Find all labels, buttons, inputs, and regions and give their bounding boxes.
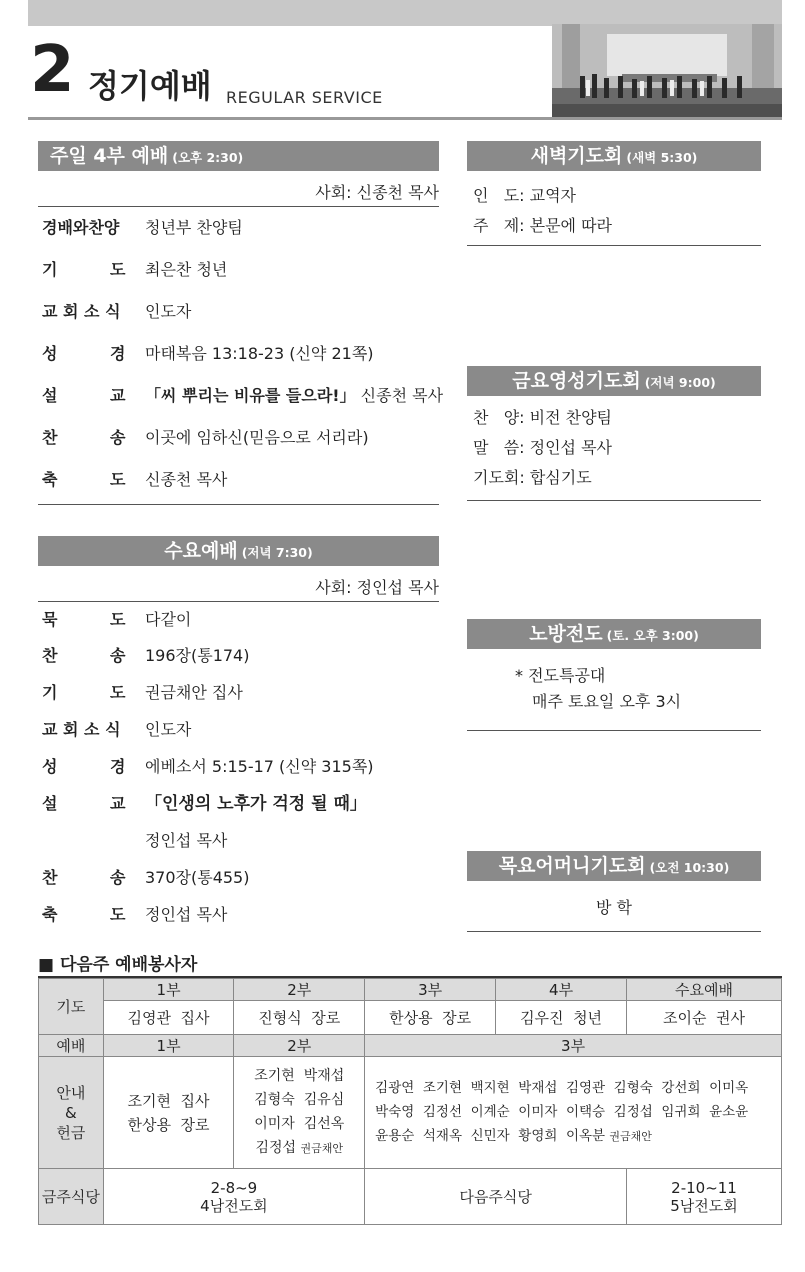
worship-label: 예배 [39, 1035, 104, 1057]
program-label: 기 [42, 683, 58, 702]
meal-group: 4남전도회 [200, 1196, 268, 1215]
sunday-service-header [38, 141, 439, 171]
friday-prayer-title: 금요영성기도회 [512, 370, 641, 392]
program-label: 교 회 소 식 [42, 302, 121, 321]
program-value: 인도자 [145, 302, 192, 321]
worship-stage-photo [552, 24, 782, 118]
program-label: 설 [42, 386, 58, 405]
dawn-prayer-header [467, 141, 761, 171]
usher-group-1 [103, 1057, 234, 1169]
wednesday-service-title: 수요예배 [164, 540, 238, 562]
divider [38, 601, 439, 602]
worship-head: 1부 [103, 1035, 234, 1057]
servers-table [38, 978, 782, 1225]
meal-group: 5남전도회 [670, 1196, 738, 1215]
usher-names-line: 윤용순 석재옥 신민자 황영희 이옥분 [375, 1128, 606, 1144]
prayer-name: 조이순 권사 [627, 1001, 782, 1035]
meal-date: 2-8~9 [210, 1178, 258, 1197]
program-value: 다같이 [145, 610, 192, 629]
sermon-title: 「씨 뿌리는 비유를 들으라!」 [145, 386, 356, 405]
program-label: 축 [42, 470, 58, 489]
usher-label-line: & [65, 1103, 77, 1122]
program-label: 찬 [42, 868, 58, 887]
section-title: 정기예배 [88, 67, 212, 105]
wednesday-service-header [38, 536, 439, 566]
street-evangelism-time: (토. 오후 3:00) [606, 628, 699, 643]
thursday-prayer-time: (오전 10:30) [649, 860, 730, 875]
prayer-name: 김영관 집사 [103, 1001, 234, 1035]
street-schedule: 매주 토요일 오후 3시 [532, 692, 682, 711]
friday-prayer-header [467, 366, 761, 396]
usher-name: 한상용 장로 [127, 1115, 210, 1134]
prayer-name: 김우진 청년 [496, 1001, 627, 1035]
program-value: 권금채안 집사 [145, 683, 243, 702]
program-value: 청년부 찬양팀 [145, 218, 243, 237]
usher-label [39, 1057, 104, 1169]
sunday-service-time: (오후 2:30) [172, 150, 244, 165]
usher-name-small: 권금채안 [300, 1142, 344, 1155]
divider [467, 931, 761, 932]
program-label: 설 [42, 794, 58, 813]
wednesday-service-time: (저녁 7:30) [241, 545, 313, 560]
program-label: 찬 [42, 428, 58, 447]
photo-illustration [552, 24, 782, 118]
usher-name: 조기현 박재섭 [254, 1068, 345, 1084]
program-label-end: 도 [110, 683, 126, 702]
divider [467, 500, 761, 501]
program-label: 성 [42, 344, 58, 363]
program-label: 기 [42, 260, 58, 279]
program-value: 인도자 [145, 720, 192, 739]
meal-date: 2-10~11 [671, 1178, 737, 1197]
prayer-head: 3부 [365, 979, 496, 1001]
divider [467, 730, 761, 731]
section-title-english: REGULAR SERVICE [226, 88, 383, 107]
program-label-end: 송 [110, 428, 126, 447]
sermon-preacher: 정인섭 목사 [145, 831, 228, 850]
prayer-head: 4부 [496, 979, 627, 1001]
usher-label-line: 안내 [56, 1083, 86, 1102]
program-value: 정인섭 목사 [145, 905, 228, 924]
prayer-head: 2부 [234, 979, 365, 1001]
program-label-end: 교 [110, 794, 126, 813]
usher-name-small: 권금채안 [609, 1130, 652, 1143]
sunday-host: 사회: 신종천 목사 [315, 183, 439, 202]
program-label: 교 회 소 식 [42, 720, 121, 739]
program-value: 370장(통455) [145, 868, 250, 887]
program-label-end: 도 [110, 610, 126, 629]
thursday-prayer-header [467, 851, 761, 881]
program-label: 찬 [42, 646, 58, 665]
program-label: 경배와찬양 [42, 218, 120, 237]
divider [38, 206, 439, 207]
section-number: 2 [30, 33, 75, 107]
usher-names-line: 박숙영 김정선 이계순 이미자 이택승 김정섭 임귀희 윤소윤 [375, 1104, 749, 1120]
program-value: 에베소서 5:15-17 (신약 315쪽) [145, 757, 374, 776]
program-value: 196장(통174) [145, 646, 250, 665]
dawn-leader: 인 도: 교역자 [473, 186, 577, 205]
top-bar [28, 0, 782, 26]
section-divider [28, 117, 782, 120]
usher-name: 김정섭 [255, 1140, 297, 1156]
sermon-preacher: 신종천 목사 [355, 386, 444, 405]
street-team: * 전도특공대 [515, 666, 606, 685]
friday-praise: 찬 양: 비전 찬양팀 [473, 408, 613, 427]
usher-name: 김형숙 김유심 [254, 1092, 345, 1108]
program-label-end: 도 [110, 905, 126, 924]
usher-group-3 [365, 1057, 782, 1169]
program-label-end: 송 [110, 868, 126, 887]
program-value: 마태복음 13:18-23 (신약 21쪽) [145, 344, 374, 363]
usher-name: 이미자 김선옥 [254, 1116, 345, 1132]
program-label: 묵 [42, 610, 58, 629]
program-label: 성 [42, 757, 58, 776]
program-label-end: 송 [110, 646, 126, 665]
meal-next-label: 다음주식당 [365, 1169, 627, 1225]
program-value: 최은찬 청년 [145, 260, 228, 279]
worship-head: 3부 [365, 1035, 782, 1057]
prayer-label: 기도 [39, 979, 104, 1035]
sermon-title: 「인생의 노후가 걱정 될 때」 [145, 794, 367, 814]
prayer-head: 1부 [103, 979, 234, 1001]
meal-label: 금주식당 [39, 1169, 104, 1225]
worship-head: 2부 [234, 1035, 365, 1057]
meal-this-week [103, 1169, 364, 1225]
usher-name: 조기현 집사 [127, 1091, 210, 1110]
dawn-prayer-title: 새벽기도회 [530, 145, 623, 167]
divider [467, 245, 761, 246]
program-label-end: 경 [110, 757, 126, 776]
wednesday-host: 사회: 정인섭 목사 [315, 578, 439, 597]
program-label: 축 [42, 905, 58, 924]
friday-meeting: 기도회: 합심기도 [473, 468, 592, 487]
usher-names-line: 김광연 조기현 백지현 박재섭 김영관 김형숙 강선희 이미옥 [375, 1080, 749, 1096]
thursday-note: 방 학 [596, 898, 632, 917]
program-label-end: 도 [110, 260, 126, 279]
dawn-topic: 주 제: 본문에 따라 [473, 216, 613, 235]
street-evangelism-header [467, 619, 761, 649]
program-value: 신종천 목사 [145, 470, 228, 489]
program-label-end: 경 [110, 344, 126, 363]
usher-group-2 [234, 1057, 365, 1169]
friday-prayer-time: (저녁 9:00) [644, 375, 716, 390]
divider [38, 504, 439, 505]
street-evangelism-title: 노방전도 [529, 623, 603, 645]
servers-title: ■ 다음주 예배봉사자 [38, 955, 198, 975]
program-label-end: 도 [110, 470, 126, 489]
prayer-name: 진형식 장로 [234, 1001, 365, 1035]
meal-next-week [627, 1169, 782, 1225]
prayer-head: 수요예배 [627, 979, 782, 1001]
program-value: 이곳에 임하신(믿음으로 서리라) [145, 428, 369, 447]
sunday-service-title: 주일 4부 예배 [50, 145, 169, 167]
program-label-end: 교 [110, 386, 126, 405]
dawn-prayer-time: (새벽 5:30) [626, 150, 698, 165]
prayer-name: 한상용 장로 [365, 1001, 496, 1035]
friday-sermon: 말 씀: 정인섭 목사 [473, 438, 613, 457]
usher-label-line: 헌금 [56, 1123, 86, 1142]
thursday-prayer-title: 목요어머니기도회 [498, 855, 646, 877]
